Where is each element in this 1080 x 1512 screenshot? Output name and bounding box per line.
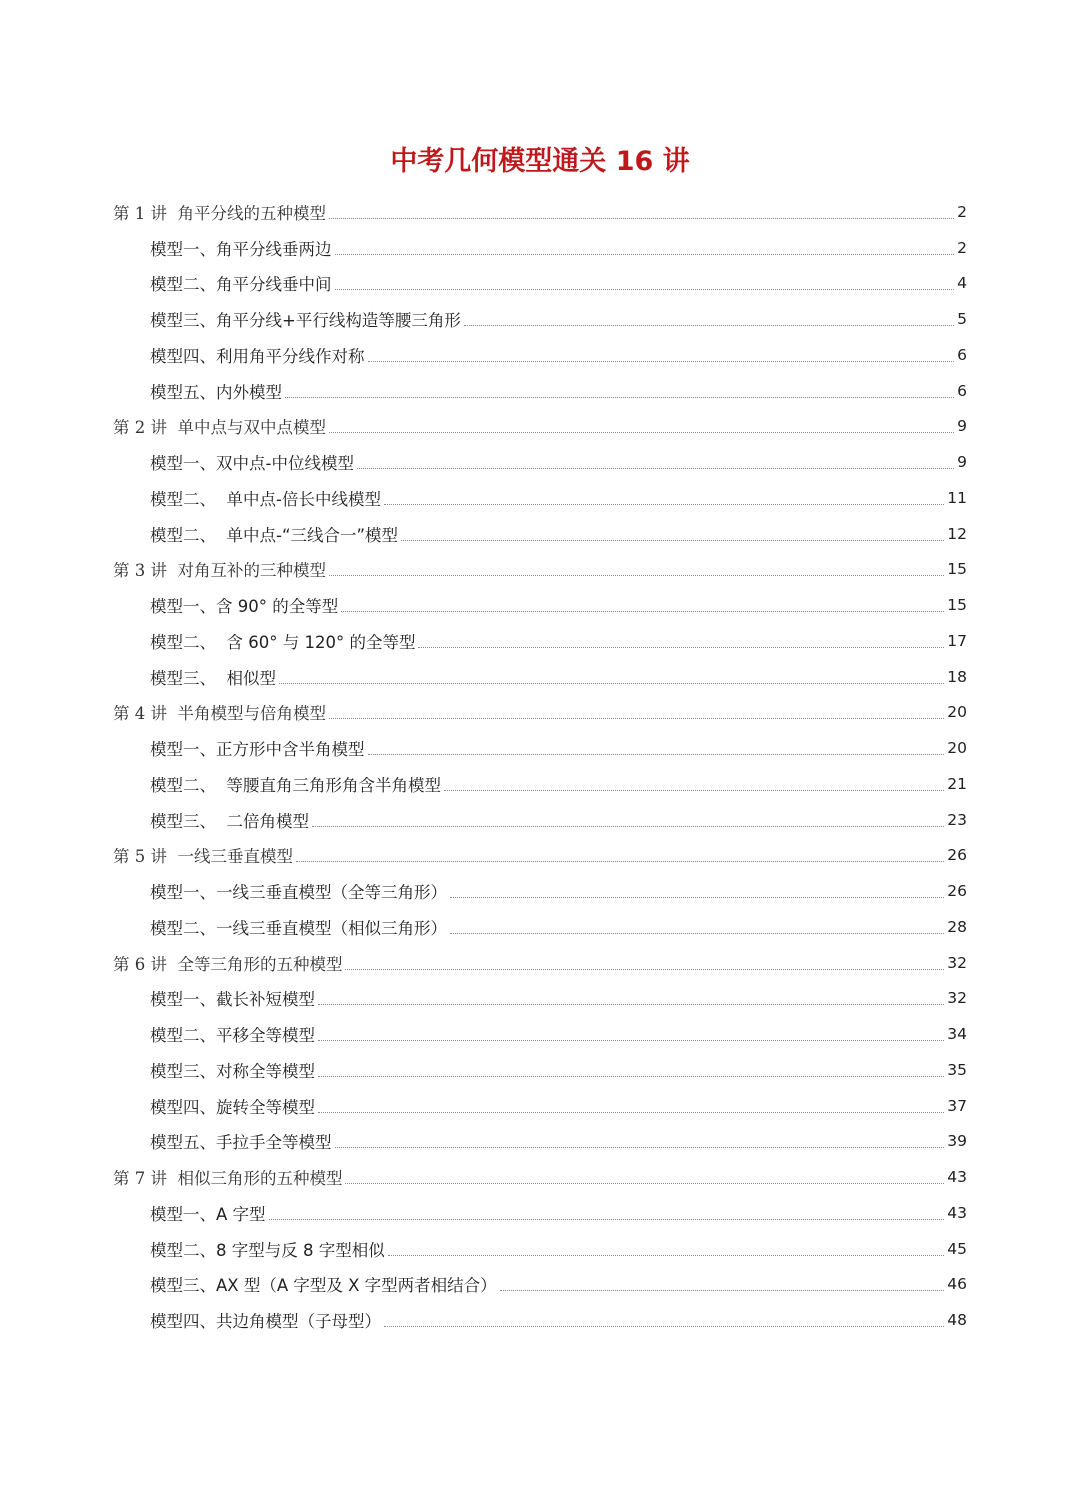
toc-entry-label: 第 2 讲 单中点与双中点模型 <box>113 418 326 438</box>
toc-dot-leader <box>329 217 954 219</box>
toc-model-entry[interactable] <box>0 230 1080 266</box>
toc-dot-leader <box>384 503 944 505</box>
toc-dot-leader <box>329 717 944 719</box>
toc-page-number: 26 <box>947 846 967 865</box>
toc-lecture-entry[interactable] <box>0 552 1080 588</box>
toc-model-entry[interactable] <box>0 623 1080 659</box>
toc-page-number: 2 <box>957 202 967 221</box>
toc-dot-leader <box>318 1075 944 1077</box>
toc-entry-label: 模型二、 含 60° 与 120° 的全等型 <box>150 632 416 652</box>
toc-dot-leader <box>368 753 945 755</box>
toc-lecture-entry[interactable] <box>0 838 1080 874</box>
toc-page-number: 15 <box>947 596 967 615</box>
toc-page-number: 2 <box>957 238 967 257</box>
toc-model-entry[interactable] <box>0 981 1080 1017</box>
toc-page-number: 6 <box>957 381 967 400</box>
toc-page-number: 45 <box>947 1239 967 1258</box>
toc-page-number: 26 <box>947 882 967 901</box>
toc-page-number: 46 <box>947 1275 967 1294</box>
toc-dot-leader <box>500 1289 945 1291</box>
toc-page-number: 5 <box>957 310 967 329</box>
document-title: 中考几何模型通关 16 讲 <box>390 146 690 177</box>
toc-entry-label: 模型三、角平分线+平行线构造等腰三角形 <box>150 311 461 331</box>
toc-model-entry[interactable] <box>0 1088 1080 1124</box>
toc-dot-leader <box>341 610 944 612</box>
toc-page-number: 20 <box>947 703 967 722</box>
toc-entry-label: 模型一、含 90° 的全等型 <box>150 597 339 617</box>
toc-page-number: 20 <box>947 739 967 758</box>
toc-entry-label: 第 3 讲 对角互补的三种模型 <box>113 561 326 581</box>
toc-model-entry[interactable] <box>0 444 1080 480</box>
toc-dot-leader <box>279 682 944 684</box>
toc-model-entry[interactable] <box>0 1195 1080 1231</box>
toc-dot-leader <box>269 1218 945 1220</box>
toc-dot-leader <box>329 431 954 433</box>
toc-dot-leader <box>384 1325 944 1327</box>
toc-dot-leader <box>318 1003 944 1005</box>
toc-page-number: 23 <box>947 810 967 829</box>
toc-page-number: 48 <box>947 1311 967 1330</box>
toc-entry-label: 模型一、双中点-中位线模型 <box>150 454 354 474</box>
toc-entry-label: 模型五、手拉手全等模型 <box>150 1133 332 1153</box>
toc-model-entry[interactable] <box>0 301 1080 337</box>
toc-dot-leader <box>444 789 944 791</box>
toc-page-number: 43 <box>947 1168 967 1187</box>
toc-entry-label: 模型一、正方形中含半角模型 <box>150 740 365 760</box>
toc-page-number: 12 <box>947 524 967 543</box>
toc-entry-label: 模型四、旋转全等模型 <box>150 1097 315 1117</box>
table-of-contents <box>0 194 1080 1338</box>
toc-dot-leader <box>450 932 944 934</box>
toc-entry-label: 第 5 讲 一线三垂直模型 <box>113 847 293 867</box>
toc-dot-leader <box>335 1146 945 1148</box>
toc-model-entry[interactable] <box>0 873 1080 909</box>
toc-entry-label: 模型三、 相似型 <box>150 668 276 688</box>
toc-page-number: 15 <box>947 560 967 579</box>
toc-model-entry[interactable] <box>0 766 1080 802</box>
toc-dot-leader <box>357 467 954 469</box>
toc-model-entry[interactable] <box>0 1267 1080 1303</box>
toc-dot-leader <box>368 360 955 362</box>
toc-page-number: 9 <box>957 417 967 436</box>
toc-entry-label: 模型二、一线三垂直模型（相似三角形） <box>150 918 447 938</box>
toc-lecture-entry[interactable] <box>0 194 1080 230</box>
toc-model-entry[interactable] <box>0 480 1080 516</box>
toc-lecture-entry[interactable] <box>0 945 1080 981</box>
toc-page-number: 34 <box>947 1025 967 1044</box>
toc-entry-label: 模型二、角平分线垂中间 <box>150 275 332 295</box>
toc-page-number: 9 <box>957 453 967 472</box>
toc-model-entry[interactable] <box>0 730 1080 766</box>
toc-model-entry[interactable] <box>0 659 1080 695</box>
toc-entry-label: 模型一、截长补短模型 <box>150 990 315 1010</box>
toc-dot-leader <box>285 396 954 398</box>
toc-entry-label: 模型三、对称全等模型 <box>150 1061 315 1081</box>
toc-model-entry[interactable] <box>0 1124 1080 1160</box>
toc-lecture-entry[interactable] <box>0 409 1080 445</box>
toc-entry-label: 模型三、AX 型（A 字型及 X 字型两者相结合） <box>150 1276 497 1296</box>
toc-dot-leader <box>329 574 944 576</box>
toc-entry-label: 模型四、共边角模型（子母型） <box>150 1312 381 1332</box>
toc-page-number: 39 <box>947 1132 967 1151</box>
toc-model-entry[interactable] <box>0 516 1080 552</box>
toc-dot-leader <box>345 1182 944 1184</box>
toc-page-number: 32 <box>947 989 967 1008</box>
toc-model-entry[interactable] <box>0 1302 1080 1338</box>
toc-model-entry[interactable] <box>0 373 1080 409</box>
toc-model-entry[interactable] <box>0 802 1080 838</box>
toc-page-number: 6 <box>957 345 967 364</box>
toc-dot-leader <box>450 896 944 898</box>
toc-lecture-entry[interactable] <box>0 1159 1080 1195</box>
toc-page-number: 43 <box>947 1203 967 1222</box>
toc-page-number: 28 <box>947 917 967 936</box>
toc-entry-label: 第 6 讲 全等三角形的五种模型 <box>113 954 343 974</box>
toc-dot-leader <box>296 860 944 862</box>
toc-entry-label: 模型二、平移全等模型 <box>150 1026 315 1046</box>
toc-dot-leader <box>318 1111 944 1113</box>
toc-page-number: 21 <box>947 774 967 793</box>
toc-dot-leader <box>335 288 955 290</box>
toc-entry-label: 模型一、A 字型 <box>150 1204 266 1224</box>
toc-dot-leader <box>418 646 944 648</box>
toc-model-entry[interactable] <box>0 266 1080 302</box>
toc-model-entry[interactable] <box>0 1016 1080 1052</box>
toc-page-number: 18 <box>947 667 967 686</box>
toc-dot-leader <box>388 1254 945 1256</box>
toc-entry-label: 模型二、 单中点-倍长中线模型 <box>150 489 381 509</box>
toc-entry-label: 模型三、 二倍角模型 <box>150 811 309 831</box>
toc-model-entry[interactable] <box>0 909 1080 945</box>
toc-model-entry[interactable] <box>0 1052 1080 1088</box>
toc-dot-leader <box>464 324 954 326</box>
toc-dot-leader <box>318 1039 944 1041</box>
toc-entry-label: 模型五、内外模型 <box>150 382 282 402</box>
toc-model-entry[interactable] <box>0 1231 1080 1267</box>
toc-entry-label: 模型一、角平分线垂两边 <box>150 239 332 259</box>
toc-page-number: 17 <box>947 631 967 650</box>
toc-entry-label: 模型二、8 字型与反 8 字型相似 <box>150 1240 385 1260</box>
toc-model-entry[interactable] <box>0 587 1080 623</box>
toc-page-number: 37 <box>947 1096 967 1115</box>
toc-entry-label: 模型一、一线三垂直模型（全等三角形） <box>150 883 447 903</box>
toc-entry-label: 模型二、 单中点-“三线合一”模型 <box>150 525 399 545</box>
toc-model-entry[interactable] <box>0 337 1080 373</box>
toc-entry-label: 第 7 讲 相似三角形的五种模型 <box>113 1169 343 1189</box>
toc-entry-label: 第 1 讲 角平分线的五种模型 <box>113 203 326 223</box>
toc-entry-label: 模型二、 等腰直角三角形角含半角模型 <box>150 775 441 795</box>
toc-entry-label: 模型四、利用角平分线作对称 <box>150 346 365 366</box>
toc-dot-leader <box>312 825 944 827</box>
toc-page-number: 32 <box>947 953 967 972</box>
toc-entry-label: 第 4 讲 半角模型与倍角模型 <box>113 704 326 724</box>
toc-page-number: 35 <box>947 1060 967 1079</box>
toc-dot-leader <box>345 968 944 970</box>
toc-dot-leader <box>335 253 955 255</box>
toc-page-number: 4 <box>957 274 967 293</box>
toc-lecture-entry[interactable] <box>0 695 1080 731</box>
toc-dot-leader <box>401 539 944 541</box>
toc-page-number: 11 <box>947 488 967 507</box>
